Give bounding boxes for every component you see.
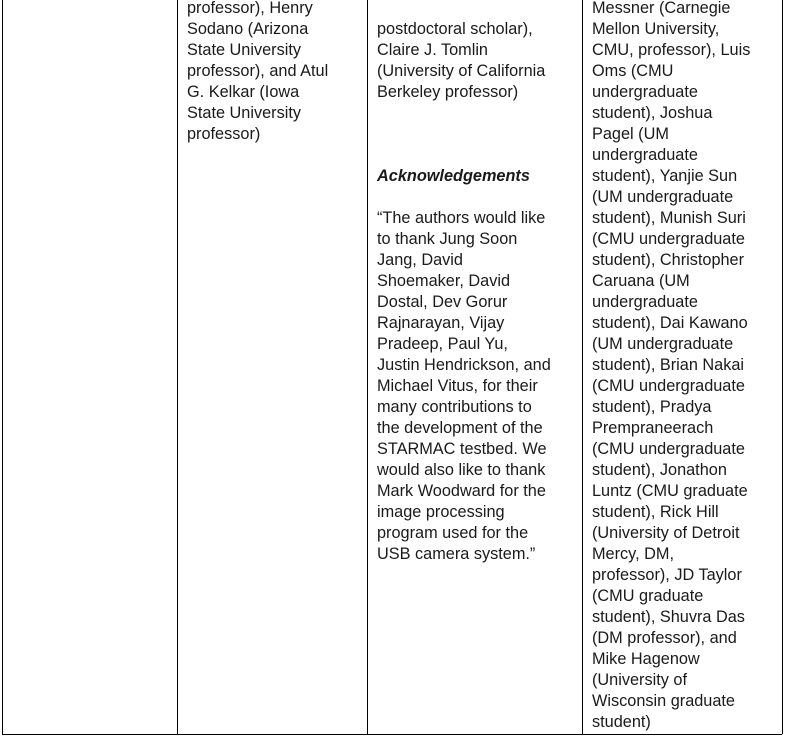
- cell-text-block: [377, 0, 577, 586]
- cell-text-contributors-c: Messner (Carnegie Mellon University, CMU, professor), Luis Oms (CMU undergraduate student), Joshua Pagel (UM undergraduate student), Yanjie Sun (UM undergraduate student), Munish Suri (CMU undergraduate student), Christopher Caruana (UM undergraduate student), Dai Kawano (UM undergraduate student), Brian Nakai (CMU undergraduate student), Pradya Prempraneerach (CMU undergraduate student), Jonathon Luntz (CMU graduate student), Rick Hill (University of Detroit Mercy, DM, professor), JD Taylor (CMU graduate student), Shuvra Das (DM professor), and Mike Hagenow (University of Wisconsin graduate student): [592, 0, 751, 731]
- document-table: [2, 0, 782, 735]
- cell-text-contributors-a: professor), Henry Sodano (Arizona State University professor), and Atul G. Kelkar (Iowa State University professor): [187, 0, 329, 143]
- table-cell-second-column: [178, 0, 368, 734]
- table-cell-fourth-column: [583, 0, 783, 734]
- acknowledgements-body: “The authors would like to thank Jung Soon Jang, David Shoemaker, David Dostal, Dev Gorur Rajnarayan, Vijay Pradeep, Paul Yu, Justin Hendrickson, and Michael Vitus, for their many contributions to the development of the STARMAC testbed. We would also like to thank Mark Woodward for the image processing program used for the USB camera system.”: [377, 209, 551, 563]
- table-cell-third-column: [368, 0, 583, 734]
- table-cell-first-column: [3, 0, 178, 734]
- cell-text-contributors-b: postdoctoral scholar), Claire J. Tomlin (University of California Berkeley professor): [377, 20, 546, 101]
- acknowledgements-heading: Acknowledgements: [377, 167, 530, 185]
- paragraph-gap: [377, 124, 577, 145]
